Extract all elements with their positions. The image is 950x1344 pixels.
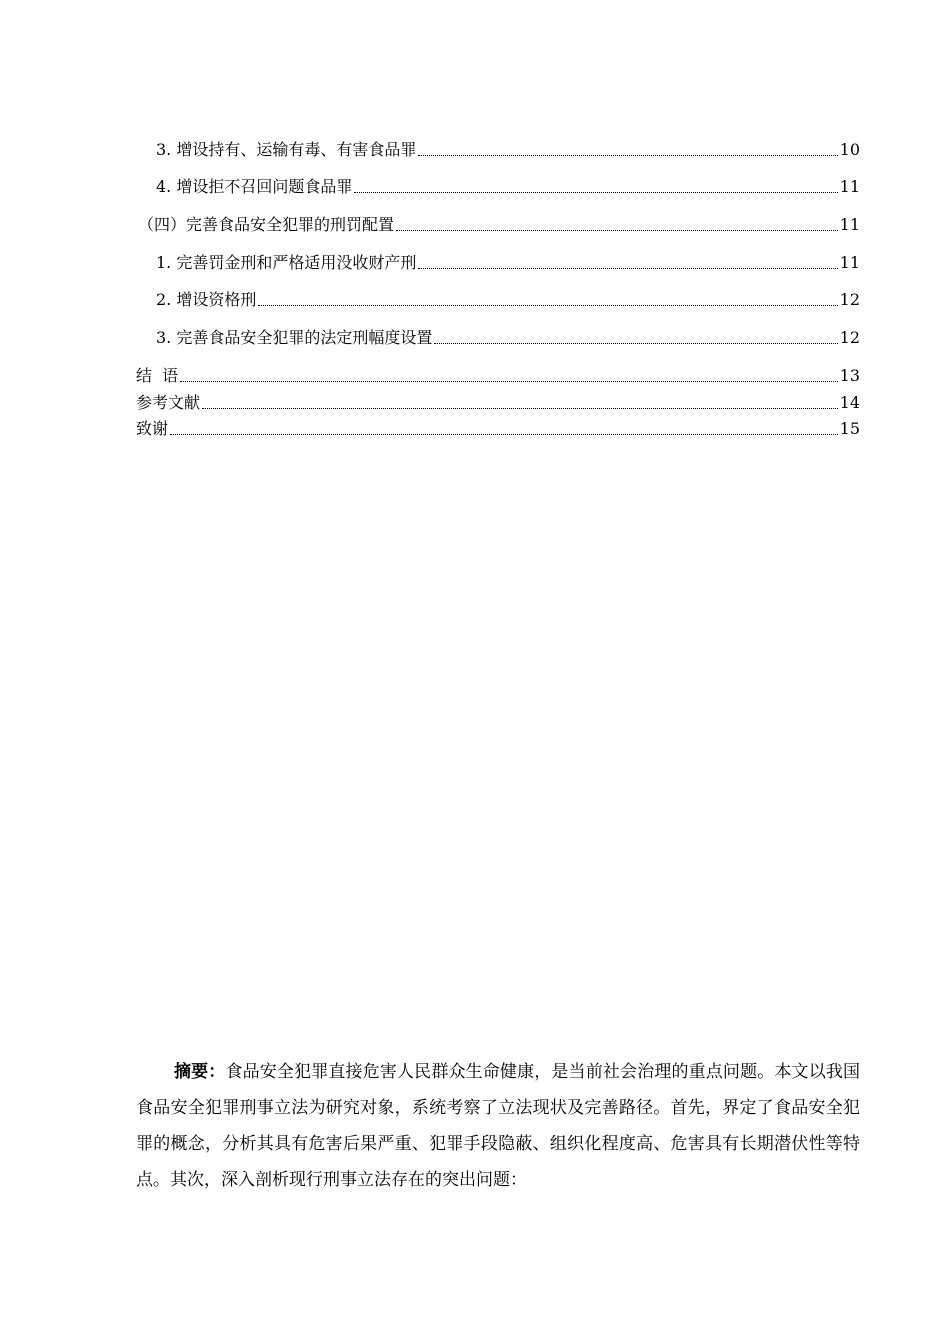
toc-entry-label: （四）完善食品安全犯罪的刑罚配置 [138, 215, 395, 234]
toc-entry-label: 1. 完善罚金刑和严格适用没收财产刑 [156, 253, 417, 272]
toc-entry-page: 15 [839, 419, 860, 438]
toc-entry-page: 11 [839, 177, 860, 196]
toc-entry-label: 结 语 [136, 366, 179, 385]
toc-entry-page: 11 [839, 215, 860, 234]
toc-entry-label: 参考文献 [136, 393, 201, 412]
toc-entry-page: 12 [839, 328, 860, 347]
abstract-heading: 摘要： [174, 1062, 226, 1082]
abstract-paragraph [136, 1054, 860, 1198]
toc-leader-dots [258, 304, 837, 306]
toc-entry-page: 11 [839, 253, 860, 272]
toc-entry-label: 致谢 [136, 419, 169, 438]
toc-leader-dots [202, 407, 838, 409]
toc-leader-dots [418, 154, 837, 156]
toc-entry[interactable] [136, 289, 860, 311]
toc-entry-label: 2. 增设资格刑 [156, 290, 257, 309]
abstract-text: 食品安全犯罪直接危害人民群众生命健康，是当前社会治理的重点问题。本文以我国食品安全犯罪刑事立法为研究对象，系统考察了立法现状及完善路径。首先，界定了食品安全犯罪的概念，分析其具有危害后果严重、犯罪手段隐蔽、组织化程度高、危害具有长期潜伏性等特点。其次，深入剖析现行刑事立法存在的突出问题： [136, 1062, 861, 1190]
toc-entry[interactable] [136, 418, 860, 440]
toc-entry-page: 14 [839, 393, 860, 412]
toc-entry[interactable] [136, 252, 860, 274]
toc-leader-dots [170, 433, 838, 435]
toc-entry-page: 10 [839, 140, 860, 159]
toc-entry-label: 3. 增设持有、运输有毒、有害食品罪 [156, 140, 417, 159]
toc-entry[interactable] [136, 176, 860, 198]
toc-entry-page: 13 [839, 366, 860, 385]
toc-entry[interactable] [136, 365, 860, 387]
toc-leader-dots [354, 191, 837, 193]
toc-leader-dots [180, 380, 837, 382]
toc-leader-dots [396, 229, 838, 231]
toc-leader-dots [418, 267, 837, 269]
toc-entry-label: 4. 增设拒不召回问题食品罪 [156, 177, 353, 196]
toc-leader-dots [434, 342, 837, 344]
toc-entry-page: 12 [839, 290, 860, 309]
toc-entry[interactable] [138, 214, 860, 236]
toc-entry[interactable] [136, 139, 860, 161]
toc-entry[interactable] [136, 392, 860, 414]
toc-entry-label: 3. 完善食品安全犯罪的法定刑幅度设置 [156, 328, 433, 347]
toc-entry[interactable] [136, 327, 860, 349]
